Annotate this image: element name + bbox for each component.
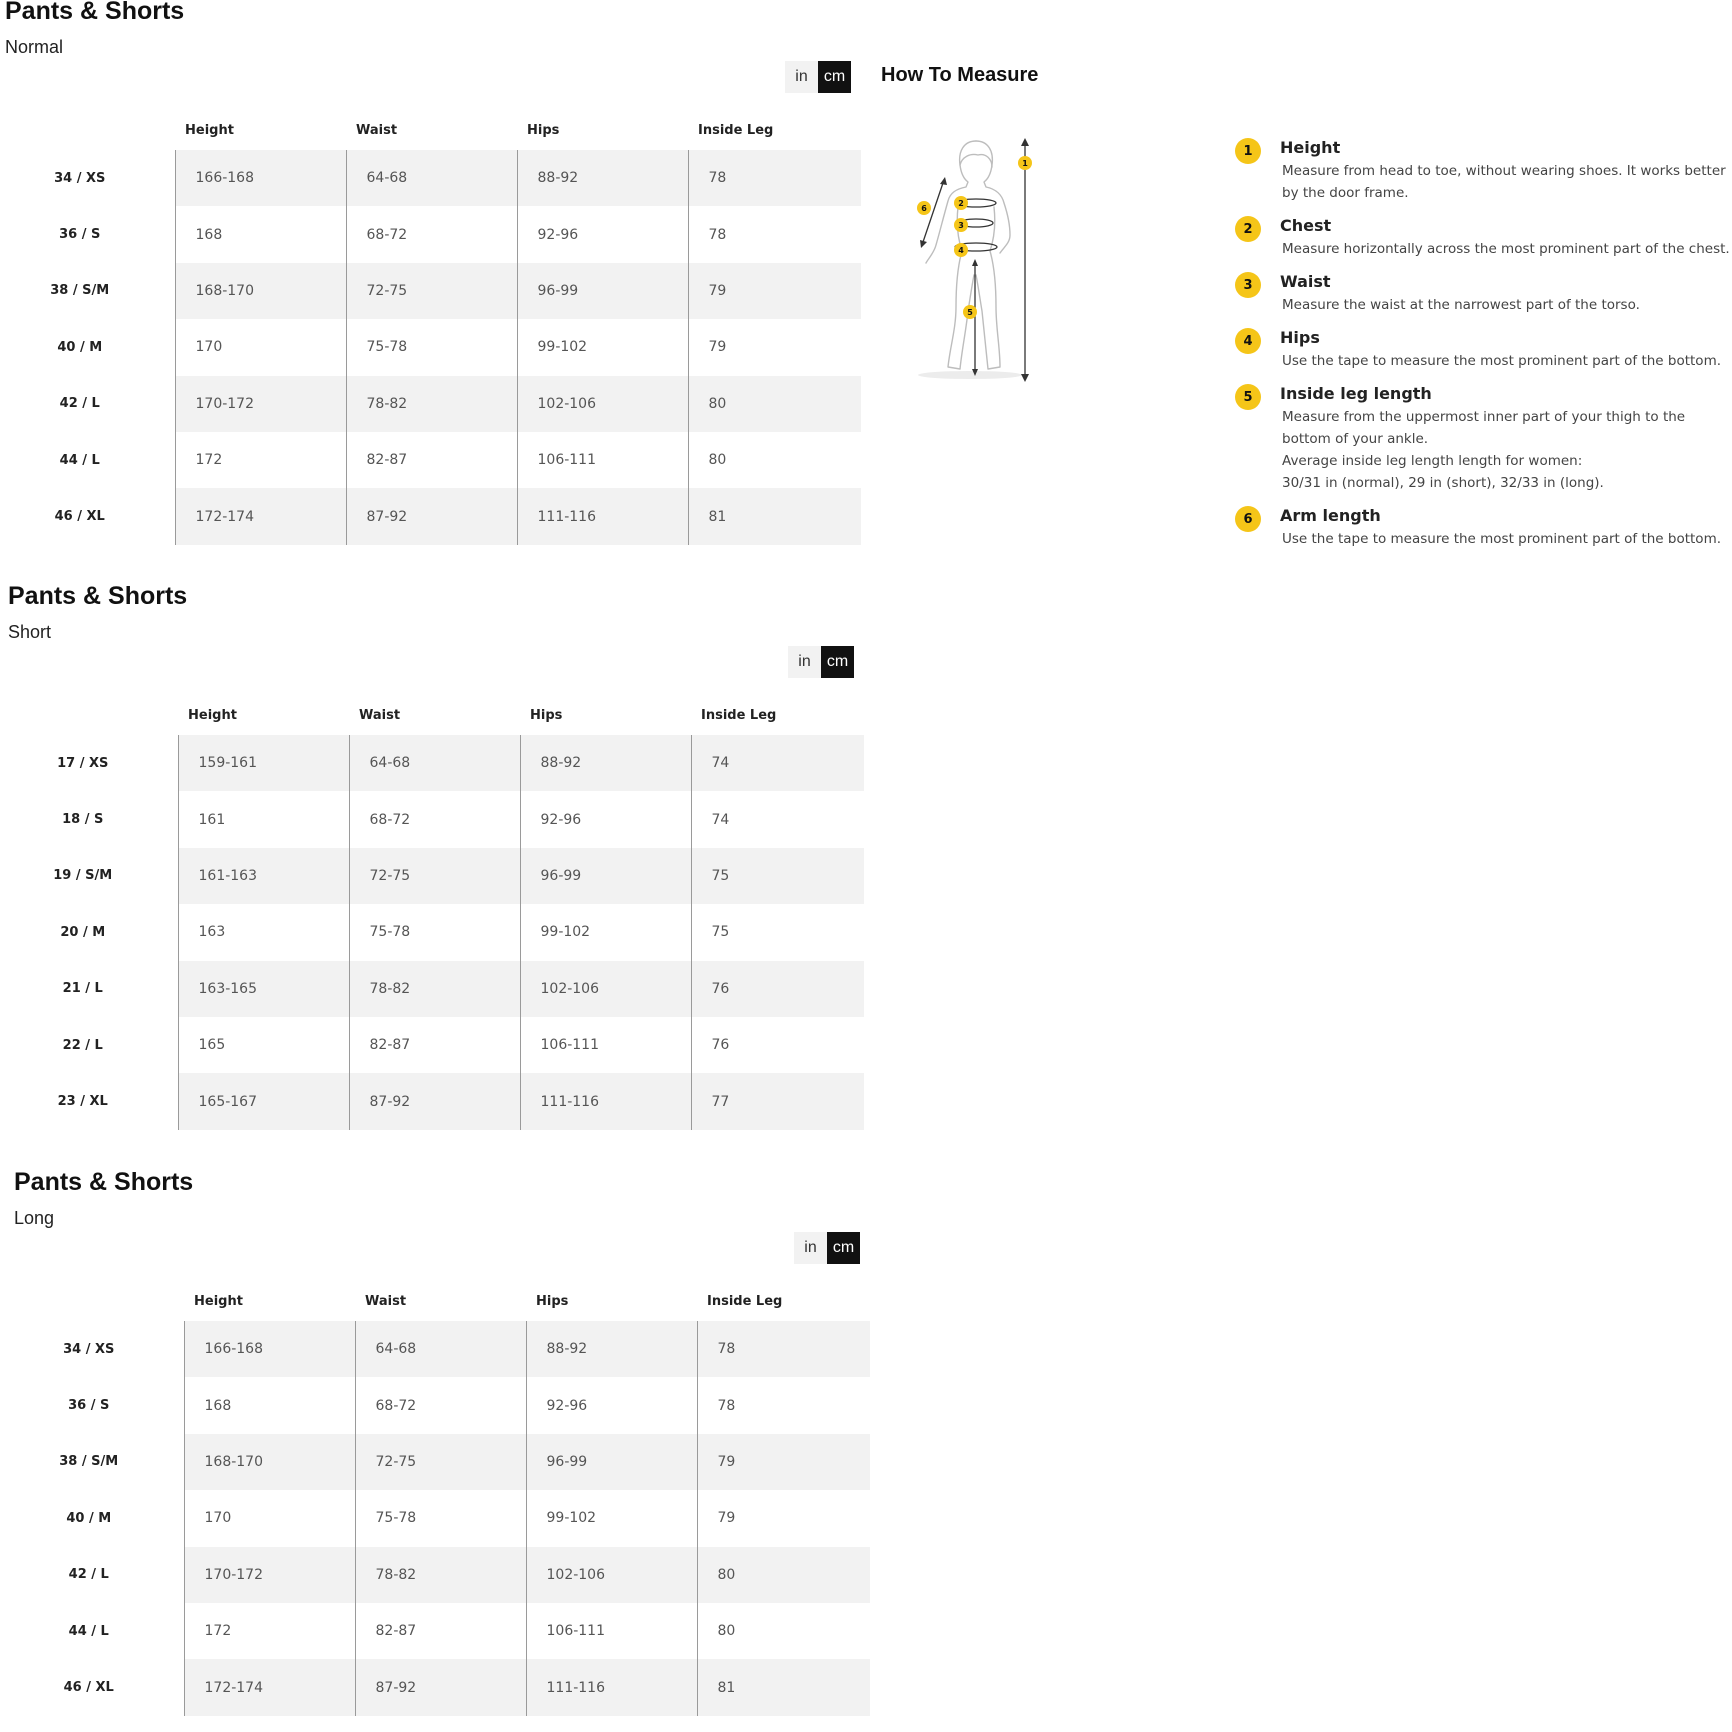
table-cell: 168 (184, 1377, 355, 1433)
size-label: 19 / S/M (8, 848, 178, 904)
table-cell: 78-82 (355, 1547, 526, 1603)
table-cell: 88-92 (520, 735, 691, 791)
size-label: 34 / XS (14, 1321, 184, 1377)
table-row (8, 1073, 864, 1129)
size-label: 36 / S (14, 1377, 184, 1433)
table-row (5, 263, 861, 319)
step-number-badge: 2 (1235, 216, 1261, 242)
table-corner (14, 1281, 184, 1321)
svg-text:1: 1 (1022, 159, 1028, 168)
table-cell: 64-68 (346, 150, 517, 206)
table-cell: 78 (688, 206, 861, 262)
column-header: Hips (527, 122, 560, 138)
table-cell: 78-82 (346, 376, 517, 432)
table-row (14, 1490, 870, 1546)
table-cell: 159-161 (178, 735, 349, 791)
step-title: Height (1280, 138, 1341, 157)
table-cell: 111-116 (517, 488, 688, 544)
table-cell: 78 (697, 1377, 870, 1433)
size-label: 34 / XS (5, 150, 175, 206)
table-cell: 92-96 (520, 791, 691, 847)
table-cell: 80 (688, 432, 861, 488)
step-description: Use the tape to measure the most prominent part of the bottom. (1282, 353, 1722, 369)
svg-text:4: 4 (958, 246, 964, 255)
section-fit-label: Long (14, 1208, 55, 1228)
table-cell: 72-75 (349, 848, 520, 904)
unit-toggle (785, 61, 851, 93)
table-cell: 75 (691, 904, 864, 960)
table-cell: 92-96 (517, 206, 688, 262)
table-cell: 74 (691, 735, 864, 791)
table-cell: 64-68 (355, 1321, 526, 1377)
table-cell: 102-106 (520, 961, 691, 1017)
table-cell: 166-168 (184, 1321, 355, 1377)
unit-cm-button[interactable]: cm (818, 61, 851, 93)
table-cell: 74 (691, 791, 864, 847)
section-fit-label: Normal (5, 37, 64, 57)
table-cell: 80 (688, 376, 861, 432)
table-cell: 161 (178, 791, 349, 847)
step-title: Arm length (1280, 506, 1381, 525)
table-cell: 163 (178, 904, 349, 960)
measure-step (1235, 504, 1732, 550)
table-cell: 106-111 (520, 1017, 691, 1073)
size-label: 38 / S/M (14, 1434, 184, 1490)
size-label: 42 / L (14, 1547, 184, 1603)
table-cell: 170 (184, 1490, 355, 1546)
table-row (5, 376, 861, 432)
table-cell: 75-78 (349, 904, 520, 960)
measure-step (1235, 382, 1732, 494)
table-row (5, 206, 861, 262)
step-description: Measure the waist at the narrowest part of the torso. (1282, 297, 1640, 313)
body-measurement-figure-icon (900, 135, 1050, 385)
size-label: 40 / M (14, 1490, 184, 1546)
table-cell: 168 (175, 206, 346, 262)
size-label: 20 / M (8, 904, 178, 960)
step-title: Hips (1280, 328, 1320, 347)
column-header: Inside Leg (698, 122, 774, 138)
column-header: Height (194, 1293, 243, 1309)
table-row (5, 150, 861, 206)
section-title: Pants & Shorts (14, 1168, 194, 1196)
size-table (8, 695, 864, 1130)
size-label: 38 / S/M (5, 263, 175, 319)
unit-toggle (794, 1232, 860, 1264)
table-cell: 78 (697, 1321, 870, 1377)
size-label: 40 / M (5, 319, 175, 375)
table-corner (5, 110, 175, 150)
step-title: Waist (1280, 272, 1331, 291)
table-cell: 68-72 (349, 791, 520, 847)
table-cell: 79 (688, 319, 861, 375)
size-label: 23 / XL (8, 1073, 178, 1129)
table-cell: 88-92 (526, 1321, 697, 1377)
table-cell: 163-165 (178, 961, 349, 1017)
table-cell: 106-111 (517, 432, 688, 488)
table-cell: 99-102 (517, 319, 688, 375)
table-cell: 79 (697, 1434, 870, 1490)
size-label: 46 / XL (14, 1659, 184, 1715)
table-cell: 96-99 (526, 1434, 697, 1490)
table-cell: 87-92 (349, 1073, 520, 1129)
table-cell: 172-174 (175, 488, 346, 544)
table-row (8, 904, 864, 960)
column-header: Waist (356, 122, 398, 138)
unit-in-button[interactable]: in (794, 1232, 827, 1264)
measure-step (1235, 214, 1732, 260)
svg-text:5: 5 (967, 308, 973, 317)
table-corner (8, 695, 178, 735)
table-cell: 81 (697, 1659, 870, 1715)
size-label: 21 / L (8, 961, 178, 1017)
column-header: Hips (536, 1293, 569, 1309)
table-cell: 170-172 (184, 1547, 355, 1603)
table-cell: 106-111 (526, 1603, 697, 1659)
svg-text:6: 6 (921, 204, 927, 213)
table-cell: 102-106 (517, 376, 688, 432)
unit-in-button[interactable]: in (785, 61, 818, 93)
table-cell: 170 (175, 319, 346, 375)
table-cell: 166-168 (175, 150, 346, 206)
table-cell: 81 (688, 488, 861, 544)
step-number-badge: 4 (1235, 328, 1261, 354)
table-cell: 87-92 (355, 1659, 526, 1715)
table-cell: 77 (691, 1073, 864, 1129)
table-cell: 168-170 (184, 1434, 355, 1490)
table-cell: 80 (697, 1603, 870, 1659)
table-cell: 111-116 (526, 1659, 697, 1715)
table-cell: 78-82 (349, 961, 520, 1017)
size-label: 17 / XS (8, 735, 178, 791)
size-label: 44 / L (14, 1603, 184, 1659)
table-cell: 64-68 (349, 735, 520, 791)
table-cell: 96-99 (520, 848, 691, 904)
table-row (5, 319, 861, 375)
unit-toggle (788, 646, 854, 678)
step-description: Measure horizontally across the most prominent part of the chest. (1282, 241, 1730, 257)
table-cell: 76 (691, 961, 864, 1017)
table-cell: 75-78 (355, 1490, 526, 1546)
section-fit-label: Short (8, 622, 52, 642)
table-cell: 82-87 (349, 1017, 520, 1073)
size-label: 36 / S (5, 206, 175, 262)
column-header: Hips (530, 707, 563, 723)
size-table (5, 110, 861, 545)
unit-cm-button[interactable]: cm (827, 1232, 860, 1264)
column-header: Inside Leg (707, 1293, 783, 1309)
table-row (14, 1603, 870, 1659)
svg-text:2: 2 (958, 199, 964, 208)
table-cell: 161-163 (178, 848, 349, 904)
table-cell: 79 (688, 263, 861, 319)
step-number-badge: 3 (1235, 272, 1261, 298)
measure-step (1235, 270, 1732, 316)
size-label: 44 / L (5, 432, 175, 488)
column-header: Waist (359, 707, 401, 723)
table-cell: 79 (697, 1490, 870, 1546)
table-cell: 99-102 (526, 1490, 697, 1546)
table-cell: 87-92 (346, 488, 517, 544)
step-title: Inside leg length (1280, 384, 1432, 403)
table-cell: 165 (178, 1017, 349, 1073)
table-cell: 172 (175, 432, 346, 488)
table-cell: 172 (184, 1603, 355, 1659)
step-number-badge: 6 (1235, 506, 1261, 532)
section-title: Pants & Shorts (8, 582, 188, 610)
table-cell: 96-99 (517, 263, 688, 319)
column-header: Height (188, 707, 237, 723)
table-cell: 88-92 (517, 150, 688, 206)
section-title: Pants & Shorts (5, 0, 185, 25)
step-description: Use the tape to measure the most prominent part of the bottom. (1282, 531, 1722, 547)
table-cell: 72-75 (346, 263, 517, 319)
table-row (5, 432, 861, 488)
table-row (8, 961, 864, 1017)
table-row (8, 848, 864, 904)
table-header-row (5, 110, 861, 150)
table-cell: 168-170 (175, 263, 346, 319)
measure-step (1235, 326, 1732, 372)
measure-steps-list (1235, 136, 1732, 550)
table-row (14, 1434, 870, 1490)
size-label: 18 / S (8, 791, 178, 847)
table-header-row (14, 1281, 870, 1321)
table-cell: 99-102 (520, 904, 691, 960)
table-cell: 165-167 (178, 1073, 349, 1129)
size-label: 46 / XL (5, 488, 175, 544)
unit-cm-button[interactable]: cm (821, 646, 854, 678)
table-header-row (8, 695, 864, 735)
table-cell: 80 (697, 1547, 870, 1603)
table-row (8, 791, 864, 847)
size-label: 22 / L (8, 1017, 178, 1073)
size-table (14, 1281, 870, 1716)
table-row (14, 1659, 870, 1715)
step-number-badge: 5 (1235, 384, 1261, 410)
size-label: 42 / L (5, 376, 175, 432)
table-row (8, 1017, 864, 1073)
table-cell: 75-78 (346, 319, 517, 375)
table-cell: 82-87 (346, 432, 517, 488)
svg-text:3: 3 (958, 221, 964, 230)
table-row (14, 1547, 870, 1603)
table-cell: 170-172 (175, 376, 346, 432)
step-description: Measure from the uppermost inner part of your thigh to the bottom of your ankle. Average inside leg length length for women: 30/31 in (normal), 29 in (short), 32/33 in (long). (1282, 409, 1686, 491)
table-cell: 75 (691, 848, 864, 904)
table-cell: 92-96 (526, 1377, 697, 1433)
table-cell: 172-174 (184, 1659, 355, 1715)
table-cell: 82-87 (355, 1603, 526, 1659)
measure-step (1235, 136, 1732, 204)
table-row (14, 1377, 870, 1433)
table-cell: 102-106 (526, 1547, 697, 1603)
step-title: Chest (1280, 216, 1332, 235)
table-row (14, 1321, 870, 1377)
table-cell: 78 (688, 150, 861, 206)
step-description: Measure from head to toe, without wearing shoes. It works better by the door frame. (1282, 163, 1726, 201)
column-header: Inside Leg (701, 707, 777, 723)
unit-in-button[interactable]: in (788, 646, 821, 678)
column-header: Height (185, 122, 234, 138)
column-header: Waist (365, 1293, 407, 1309)
table-row (5, 488, 861, 544)
table-cell: 72-75 (355, 1434, 526, 1490)
table-cell: 76 (691, 1017, 864, 1073)
table-cell: 68-72 (346, 206, 517, 262)
how-to-measure-title: How To Measure (881, 64, 1039, 86)
table-cell: 111-116 (520, 1073, 691, 1129)
step-number-badge: 1 (1235, 138, 1261, 164)
table-row (8, 735, 864, 791)
table-cell: 68-72 (355, 1377, 526, 1433)
